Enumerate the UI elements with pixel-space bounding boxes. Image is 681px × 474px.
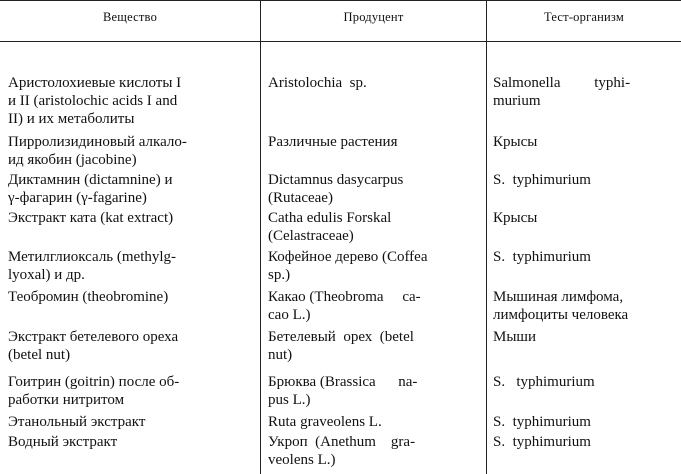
column-divider-1 [260,0,261,474]
producer-line: Aristolochia sp. [268,75,367,91]
substance-line: Этанольный экстракт [8,414,146,430]
producer-line: (Rutaceae) [268,190,333,206]
producer-line: Dictamnus dasycarpus [268,172,404,188]
substance-line: работки нитритом [8,392,125,408]
producer-line: pus L.) [268,392,311,408]
test-organism-line: S. typhimurium [493,172,591,188]
producer-line: Укроп (Anethum gra- [268,434,416,450]
producer-line: cao L.) [268,307,311,323]
test-organism-line: Мыши [493,329,536,345]
substance-line: ид якобин (jacobine) [8,152,137,168]
top-rule [0,0,681,1]
substance-line: lyoxal) и др. [8,267,85,283]
substance-line: Гоитрин (goitrin) после об- [8,374,180,390]
producer-line: Различные растения [268,134,398,150]
substance-line: Аристолохиевые кислоты I [8,75,182,91]
producer-line: nut) [268,347,293,363]
substance-line: II) и их метаболиты [8,111,135,127]
header-rule [0,41,681,42]
substance-line: Экстракт ката (kat extract) [8,210,174,226]
substance-line: Диктамнин (dictamnine) и [8,172,173,188]
substance-line: γ-фагарин (γ-fagarine) [8,190,147,206]
substance-line: Метилглиоксаль (methylg- [8,249,177,265]
header-substance: Вещество [102,10,158,24]
substance-line: Экстракт бетелевого ореха [8,329,179,345]
test-organism-line: Крысы [493,134,538,150]
test-organism-line: murium [493,93,541,109]
test-organism-line: Крысы [493,210,538,226]
test-organism-line: S. typhimurium [493,414,591,430]
substance-line: Водный экстракт [8,434,118,450]
test-organism-line: Мышиная лимфома, [493,289,624,305]
substance-line: (betel nut) [8,347,71,363]
producer-line: Брюква (Brassica na- [268,374,418,390]
header-test-organism: Тест-организм [543,10,625,24]
producer-line: sp.) [268,267,291,283]
producer-line: Catha edulis Forskal [268,210,392,226]
header-producer: Продуцент [343,10,404,24]
test-organism-line: S. typhimurium [493,249,591,265]
producer-line: Ruta graveolens L. [268,414,382,430]
producer-line: (Celastraceae) [268,228,354,244]
substance-line: и II (aristolochic acids I and [8,93,178,109]
producer-line: veolens L.) [268,452,336,468]
test-organism-line: S. typhimurium [493,434,591,450]
test-organism-line: S. typhimurium [493,374,595,390]
test-organism-line: Salmonella typhi- [493,75,631,91]
producer-line: Кофейное дерево (Coffea [268,249,428,265]
producer-line: Бетелевый орех (betel [268,329,414,345]
test-organism-line: лимфоциты человека [493,307,629,323]
substance-line: Теобромин (theobromine) [8,289,169,305]
column-divider-2 [486,0,487,474]
substance-line: Пирролизидиновый алкало- [8,134,187,150]
producer-line: Какао (Theobroma ca- [268,289,421,305]
